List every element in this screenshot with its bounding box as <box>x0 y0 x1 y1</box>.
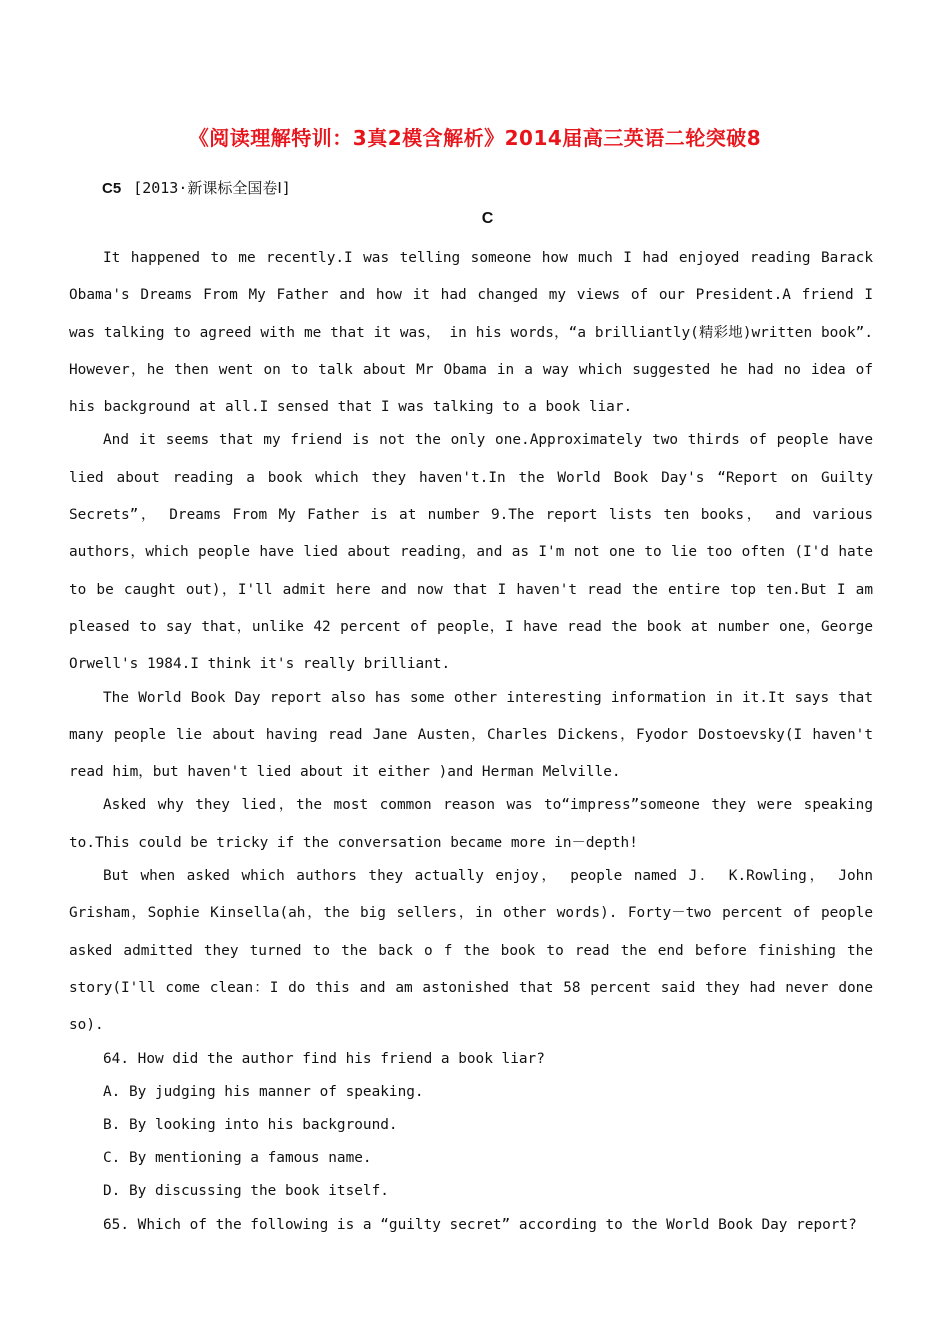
passage-paragraph: But when asked which authors they actually enjoy， people named J． K.Rowling， John Grisham，Sophie Kinsella(ah，the big sellers，in other words). Forty－two percent of people asked admitted they turned to the back o f the book to read the end before finishing the story(I'll come clean：I do this and am astonished that 58 percent said they had never done so). <box>69 868 873 1034</box>
passage-body <box>69 240 873 1242</box>
passage-paragraph: Asked why they lied，the most common reason was to“impress”someone they were speaking to.This could be tricky if the conversation became more in－depth! <box>69 797 873 851</box>
passage-paragraph: The World Book Day report also has some other interesting information in it.It says that many people lie about having read Jane Austen，Charles Dickens，Fyodor Dostoevsky(I haven't read him，but haven't lied about it either )and Herman Melville. <box>69 689 873 781</box>
answer-option: B. By looking into his background. <box>103 1116 398 1133</box>
passage-paragraph: And it seems that my friend is not the only one.Approximately two thirds of people have lied about reading a book which they haven't.In the World Book Day's “Report on Guilty Secrets”， Dreams From My Father is at number 9.The report lists ten books， and various authors，which people have lied about reading，and as I'm not one to lie too often (I'd hate to be caught out)，I'll admit here and now that I haven't read the entire top ten.But I am pleased to say that，unlike 42 percent of people，I have read the book at number one，George Orwell's 1984.I think it's really brilliant. <box>69 432 873 673</box>
answer-option: D. By discussing the book itself. <box>103 1183 389 1200</box>
answer-option: A. By judging his manner of speaking. <box>103 1083 424 1100</box>
question-stem: 64. How did the author find his friend a book liar? <box>103 1050 545 1067</box>
passage-paragraph: It happened to me recently.I was telling someone how much I had enjoyed reading Barack Obama's Dreams From My Father and how it had changed my views of our President.A friend I was talking to agreed with me that it was， in his words，“a brilliantly(精彩地)written book”. However，he then went on to talk about Mr Obama in a way which suggested he had no idea of his background at all.I sensed that I was talking to a book liar. <box>69 250 873 416</box>
answer-option: C. By mentioning a famous name. <box>103 1150 372 1167</box>
questions-section <box>69 1043 873 1242</box>
section-letter: C <box>481 210 494 227</box>
source-code: C5 <box>102 180 122 197</box>
question-stem: 65. Which of the following is a “guilty secret” according to the World Book Day report? <box>103 1216 857 1233</box>
source-reference: [2013·新课标全国卷Ⅰ] <box>133 179 291 197</box>
source-line <box>102 177 291 198</box>
document-title: 《阅读理解特训：3真2模含解析》2014届高三英语二轮突破8 <box>188 126 762 150</box>
